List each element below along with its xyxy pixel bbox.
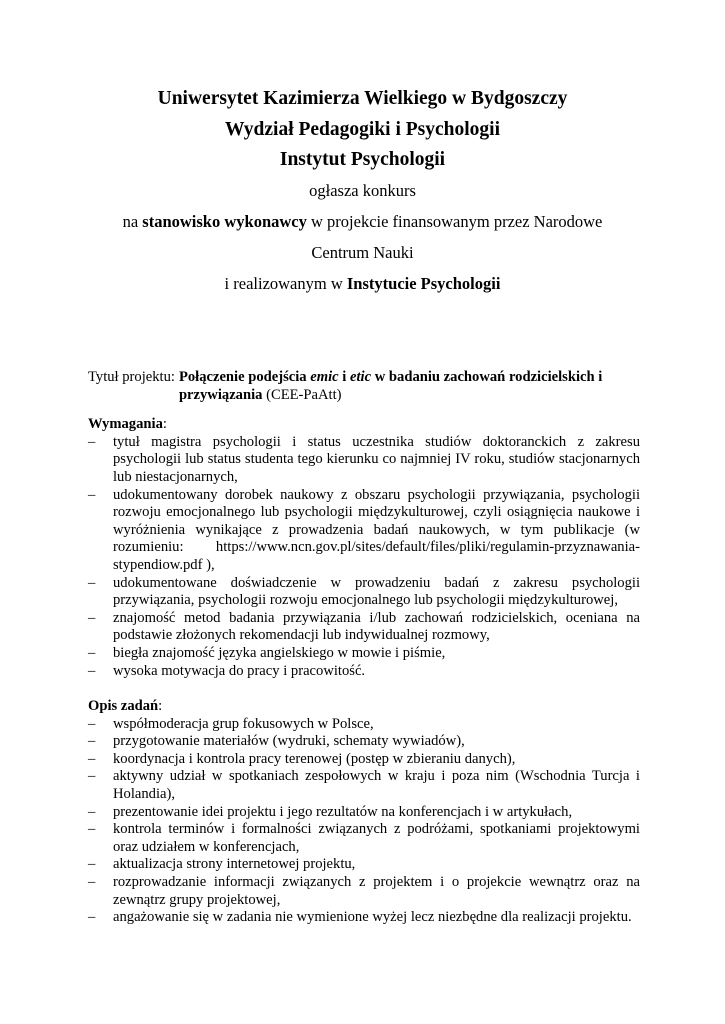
list-item: – udokumentowane doświadczenie w prowadzeniu badań z zakresu psychologii przywiązania, psychologii rozwoju emocjonalnego lub psychologii międzykulturowej, [88, 575, 640, 610]
funder-line: Centrum Nauki [311, 243, 414, 262]
project-title-row [88, 369, 640, 404]
project-label: Tytuł projektu: [88, 369, 175, 385]
tasks-heading: Opis zadań: [88, 698, 163, 715]
list-item: – udokumentowany dorobek naukowy z obszaru psychologii przywiązania, psychologii rozwoju emocjonalnego lub psychologii międzykulturowej, czyli osiągnięcia naukowe i wyróżnienia wynikające z prowadzenia badań naukowych, w tym publikacje (w rozumieniu: https://www.ncn.gov.pl/sites/default/files/pliki/regulamin-przyznawania-stypendiow.pdf ), [88, 487, 640, 575]
list-item: – znajomość metod badania przywiązania i/lub zachowań rodzicielskich, oceniana na podstawie złożonych rekomendacji lub indywidualnej rozmowy, [88, 610, 640, 645]
list-item: – tytuł magistra psychologii i status uczestnika studiów doktoranckich z zakresu psychologii lub status studenta tego kierunku co najmniej IV roku, studiów stacjonarnych lub niestacjonarnych, [88, 434, 640, 487]
announces-line: ogłasza konkurs [309, 181, 416, 200]
list-item: – przygotowanie materiałów (wydruki, schematy wywiadów), [88, 733, 640, 751]
list-item: – aktualizacja strony internetowej projektu, [88, 856, 640, 874]
list-item: – kontrola terminów i formalności związanych z podróżami, spotkaniami projektowymi oraz udziałem w konferencjach, [88, 821, 640, 856]
position-line: na stanowisko wykonawcy w projekcie finansowanym przez Narodowe [122, 212, 603, 231]
announcement-body [88, 369, 640, 927]
project-title: Połączenie podejścia emic i etic w badaniu zachowań rodzicielskich i przywiązania (CEE-PaAtt) [178, 369, 603, 403]
realizing-institute: Instytucie Psychologii [346, 274, 501, 293]
university-name: Uniwersytet Kazimierza Wielkiego w Bydgoszczy [157, 88, 568, 109]
tasks-list [88, 716, 640, 927]
list-item: – koordynacja i kontrola pracy terenowej (postęp w zbieraniu danych), [88, 751, 640, 769]
faculty-name: Wydział Pedagogiki i Psychologii [225, 119, 500, 140]
list-item: – współmoderacja grup fokusowych w Polsce, [88, 716, 640, 734]
realized-line: i realizowanym w Instytucie Psychologii [224, 274, 501, 293]
list-item: – biegła znajomość języka angielskiego w mowie i piśmie, [88, 645, 640, 663]
list-item: – rozprowadzanie informacji związanych z projektem i o projekcie wewnątrz oraz na zewnątrz grupy projektowej, [88, 874, 640, 909]
list-item: – angażowanie się w zadania nie wymienione wyżej lecz niezbędne dla realizacji projektu. [88, 909, 640, 927]
list-item: – aktywny udział w spotkaniach zespołowych w kraju i poza nim (Wschodnia Turcja i Holandia), [88, 768, 640, 803]
requirements-list [88, 434, 640, 680]
institute-name: Instytut Psychologii [279, 149, 446, 170]
project-acronym: (CEE-PaAtt) [262, 386, 342, 403]
list-item: – wysoka motywacja do pracy i pracowitość. [88, 663, 640, 681]
list-item: – prezentowanie idei projektu i jego rezultatów na konferencjach i w artykułach, [88, 804, 640, 822]
position-title: stanowisko wykonawcy [142, 212, 307, 231]
requirements-heading: Wymagania: [88, 416, 167, 433]
announcement-header [0, 84, 725, 299]
